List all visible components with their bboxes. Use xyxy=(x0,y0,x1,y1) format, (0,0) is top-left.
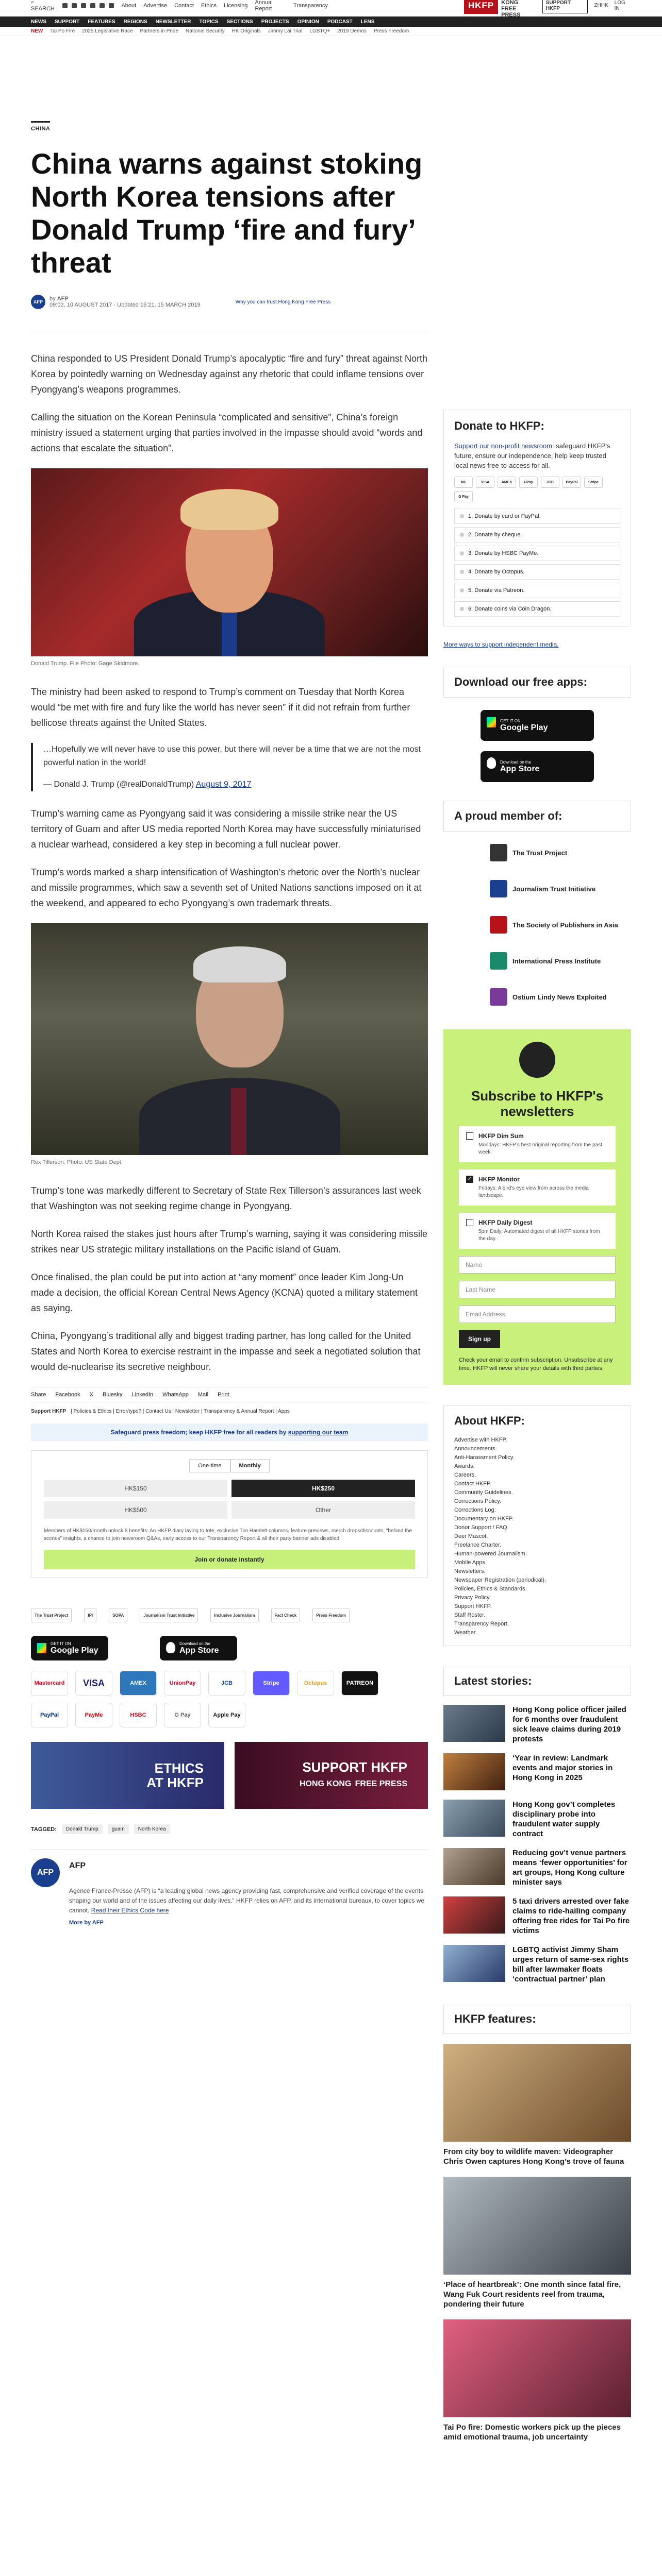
support-links: Support HKFP | Policies & Ethics | Error/typo? | Contact Us | Newsletter | Transparency & Annual Report | Apps xyxy=(31,1409,290,1414)
share-bluesky[interactable]: Bluesky xyxy=(103,1392,123,1398)
newsletter-checkbox[interactable] xyxy=(466,1132,473,1140)
trending-item[interactable]: LGBTQ+ xyxy=(309,28,330,34)
about-link[interactable]: Donor Support / FAQ. xyxy=(454,1524,509,1531)
google-play-icon xyxy=(37,1643,46,1653)
story-item[interactable] xyxy=(443,1800,631,1839)
badge[interactable]: IPI xyxy=(84,1608,96,1622)
error-link[interactable]: Error/typo? xyxy=(115,1409,142,1414)
paragraph: Calling the situation on the Korean Peninsula “complicated and sensitive”, China’s foreign ministry issued a statement urging that parties involved in the impasse should avoid “words and actions that escalate the situation”. xyxy=(31,412,423,453)
amount-options xyxy=(44,1480,415,1519)
author-link[interactable]: AFP xyxy=(57,296,69,302)
mail-icon xyxy=(519,1042,555,1078)
ethics-code-link[interactable]: Read their Ethics Code here xyxy=(91,1907,169,1914)
story-thumbnail[interactable] xyxy=(443,1848,505,1885)
trending-item[interactable]: 2025 Legislative Race xyxy=(82,28,133,34)
story-item[interactable] xyxy=(443,1848,631,1887)
one-time-tab[interactable]: One-time xyxy=(189,1459,230,1472)
membership-note: Members of HK$150/month unlock 6 benefits: An HKFP diary laying to tote, exclusive Tim Hamlett columns, feature previews, merch drops/discounts, “behind the scenes” insights, a chance to join newsroom Q&As, early access to our Transparency Report & all their party banner ads disabled. xyxy=(44,1528,412,1541)
newsletter-option[interactable]: HKFP Daily Digest 5pm Daily: Automated digest of all HKFP stories from the day. xyxy=(459,1213,616,1249)
about-link[interactable]: Announcements. xyxy=(454,1446,497,1452)
amount-option[interactable]: HK$500 xyxy=(44,1501,227,1519)
story-thumbnail[interactable] xyxy=(443,1945,505,1982)
about-link[interactable]: Privacy Policy. xyxy=(454,1595,491,1601)
latest-title: Latest stories: xyxy=(443,1667,631,1696)
frequency-toggle xyxy=(44,1459,415,1472)
nav-support[interactable]: SUPPORT xyxy=(55,19,80,25)
trending-bar xyxy=(0,27,662,36)
search-button[interactable]: ⌕ SEARCH xyxy=(31,0,55,12)
newsletter-title: Subscribe to HKFP's newsletters xyxy=(471,1088,604,1119)
trending-item[interactable]: National Security xyxy=(186,28,225,34)
trump-photo xyxy=(31,468,428,656)
mastercard-icon: Mastercard xyxy=(31,1671,68,1696)
about-link[interactable]: Corrections Policy. xyxy=(454,1498,501,1504)
story-title[interactable]: LGBTQ activist Jimmy Sham urges return of same-sex rights bill after lawmaker floats ‘contractual partner’ plan xyxy=(512,1945,629,1984)
newsletter-option[interactable]: HKFP Dim Sum Mondays: HKFP’s best original reporting from the past week. xyxy=(459,1126,616,1162)
donate-option[interactable]: 3. Donate by HSBC PayMe. xyxy=(454,546,620,561)
tillerson-photo xyxy=(31,923,428,1155)
top-right xyxy=(542,0,631,13)
nonprofit-link[interactable]: Support our non-profit newsroom xyxy=(454,442,553,450)
trending-item[interactable]: Partners in Pride xyxy=(140,28,179,34)
logo-text: KONG FREE PRESS xyxy=(501,0,521,18)
paragraph: North Korea raised the stakes just hours after Trump’s warning, saying it was considering missile strikes near US strategic military installations on the Pacific island of Guam. xyxy=(31,1229,428,1255)
unionpay-icon: UnionPay xyxy=(164,1671,201,1696)
share-bar xyxy=(31,1387,428,1402)
nav-lens[interactable]: LENS xyxy=(360,19,375,25)
tweet-text: …Hopefully we will never have to use this power, but there will never be a time that we are not the most powerful nation in the world! xyxy=(43,745,421,767)
telegram-icon[interactable] xyxy=(109,3,114,8)
about-link[interactable]: Mobile Apps. xyxy=(454,1560,487,1566)
badge[interactable]: Press Freedom xyxy=(312,1608,350,1622)
nav-newsletter[interactable]: NEWSLETTER xyxy=(155,19,191,25)
feature-item[interactable] xyxy=(443,2177,631,2309)
card-icon: AMEX xyxy=(498,477,516,488)
donate-option[interactable]: 4. Donate by Octopus. xyxy=(454,564,620,580)
octopus-icon: Octopus xyxy=(297,1671,334,1696)
main-nav xyxy=(0,16,662,27)
top-link-transparency[interactable]: Transparency xyxy=(293,2,328,9)
paragraph: China responded to US President Donald Trump’s apocalyptic “fire and fury” threat against North Korea by pointedly warning on Wednesday against any rhetoric that could inflame tensions over Pyongyang’s weapons programmes. xyxy=(31,353,428,395)
about-link[interactable]: Advertise with HKFP. xyxy=(454,1437,507,1443)
apps-title: Download our free apps: xyxy=(443,667,631,698)
accepted-cards xyxy=(454,477,620,502)
member-logo[interactable]: Ostium Lindy News Exploited xyxy=(490,988,631,1006)
tags-row xyxy=(31,1824,428,1834)
badge[interactable]: Fact Check xyxy=(271,1608,301,1622)
story-thumbnail[interactable] xyxy=(443,1705,505,1742)
paragraph: Trump’s words marked a sharp intensification of Washington’s rhetoric over the North’s nuclear and missile programmes, which saw a seventh set of United Nations sanctions imposed on it at the weekend, and appeared to echo Pyongyang’s own trademark threats. xyxy=(31,867,422,908)
signup-button[interactable]: Sign up xyxy=(459,1330,500,1348)
nav-opinion[interactable]: OPINION xyxy=(297,19,319,25)
ethics-banner[interactable]: ETHICS AT HKFP xyxy=(31,1742,224,1809)
card-icon: Stripe xyxy=(584,477,603,488)
amount-option-selected[interactable]: HK$250 xyxy=(231,1480,415,1497)
tweet-date-link[interactable]: August 9, 2017 xyxy=(195,780,252,789)
amount-option-other[interactable]: Other xyxy=(231,1501,415,1519)
nav-features[interactable]: FEATURES xyxy=(88,19,115,25)
amount-option[interactable]: HK$150 xyxy=(44,1480,227,1497)
join-donate-button[interactable]: Join or donate instantly xyxy=(44,1550,415,1569)
about-link[interactable]: Human-powered Journalism. xyxy=(454,1551,527,1557)
paragraph: Trump’s tone was markedly different to Secretary of State Rex Tillerson’s assurances last week that Washington was not seeking regime change in Pyongyang. xyxy=(31,1185,421,1211)
latest-stories xyxy=(443,1667,631,1984)
apple-icon xyxy=(487,757,496,769)
apple-icon xyxy=(166,1642,175,1653)
story-item[interactable] xyxy=(443,1945,631,1984)
social-icons xyxy=(62,3,114,8)
about-list xyxy=(454,1436,620,1637)
donate-option[interactable]: 2. Donate by cheque. xyxy=(454,527,620,543)
feature-image[interactable] xyxy=(443,2177,631,2275)
language-switch[interactable]: ZHHK xyxy=(594,3,608,8)
trending-item[interactable]: HK Originals xyxy=(231,28,261,34)
publish-date: 09:02, 10 AUGUST 2017 xyxy=(49,302,112,308)
story-title[interactable]: ‘Year in review: Landmark events and major stories in Hong Kong in 2025 xyxy=(512,1754,613,1782)
features-title: HKFP features: xyxy=(443,2005,631,2033)
photo-caption: Rex Tillerson. Photo: US State Dept. xyxy=(31,1159,123,1165)
nav-projects[interactable]: PROJECTS xyxy=(261,19,289,25)
donate-option[interactable]: 1. Donate by card or PayPal. xyxy=(454,509,620,524)
story-thumbnail[interactable] xyxy=(443,1896,505,1934)
google-play-icon xyxy=(487,717,496,727)
share-linkedin[interactable]: LinkedIn xyxy=(131,1392,154,1398)
more-ways-link[interactable]: More ways to support independent media. xyxy=(443,641,559,648)
support-banner[interactable]: SUPPORT HKFP HONG KONG FREE PRESS xyxy=(235,1742,428,1809)
first-name-input[interactable]: Name xyxy=(459,1256,616,1274)
card-icon: VISA xyxy=(476,477,494,488)
feature-item[interactable] xyxy=(443,2044,631,2166)
member-badges xyxy=(31,1608,428,1622)
app-store-buttons xyxy=(31,1636,428,1660)
about-link[interactable]: Deer Mascot. xyxy=(454,1533,488,1539)
updated-date: Updated 15:21, 15 MARCH 2019 xyxy=(117,302,201,308)
badge[interactable]: The Trust Project xyxy=(31,1608,72,1622)
paragraph: China, Pyongyang’s traditional ally and biggest trading partner, has long called for the United States and North Korea to exercise restraint in the impasse and seek a negotiated solution that would de-nuclearise its secretive neighbour. xyxy=(31,1331,421,1372)
feature-title[interactable]: From city boy to wildlife maven: Videographer Chris Owen captures Hong Kong’s trove of fauna xyxy=(443,2147,624,2166)
policies-link[interactable]: Policies & Ethics xyxy=(73,1409,112,1414)
article-category[interactable]: CHINA xyxy=(31,121,50,132)
about-link[interactable]: Contact HKFP. xyxy=(454,1481,491,1487)
last-name-input[interactable]: Last Name xyxy=(459,1281,616,1298)
card-icon: UPay xyxy=(519,477,538,488)
story-title[interactable]: Hong Kong gov’t completes disciplinary probe into fraudulent water supply contract xyxy=(512,1800,616,1838)
about-link[interactable]: Newsletters. xyxy=(454,1568,486,1574)
member-title: A proud member of: xyxy=(443,801,631,832)
trending-item[interactable]: Jimmy Lai Trial xyxy=(268,28,303,34)
top-link-contact[interactable]: Contact xyxy=(174,2,194,9)
nav-sections[interactable]: SECTIONS xyxy=(226,19,253,25)
contact-link[interactable]: Contact Us xyxy=(145,1409,171,1414)
about-link[interactable]: Awards. xyxy=(454,1463,475,1469)
tag[interactable]: guam xyxy=(108,1824,129,1834)
newsletter-link[interactable]: Newsletter xyxy=(175,1409,200,1414)
feature-title[interactable]: ‘Place of heartbreak’: One month since fatal fire, Wang Fuk Court residents reel from trauma, pondering their future xyxy=(443,2280,621,2309)
photo-caption: Donald Trump. File Photo: Gage Skidmore. xyxy=(31,660,140,667)
about-link[interactable]: Freelance Charter. xyxy=(454,1542,502,1548)
donate-title: Donate to HKFP: xyxy=(454,419,544,432)
trending-new-label: NEW xyxy=(31,28,43,34)
trending-item[interactable]: 2019 Demos xyxy=(337,28,367,34)
member-logo[interactable]: The Society of Publishers in Asia xyxy=(490,916,631,934)
patreon-icon: PATREON xyxy=(341,1671,378,1696)
story-thumbnail[interactable] xyxy=(443,1753,505,1790)
stripe-icon: Stripe xyxy=(253,1671,290,1696)
member-logo[interactable]: International Press Institute xyxy=(490,952,631,970)
top-bar xyxy=(0,0,662,18)
about-title: About HKFP: xyxy=(454,1414,525,1427)
about-link[interactable]: Documentary on HKFP. xyxy=(454,1516,514,1522)
nav-podcast[interactable]: PODCAST xyxy=(327,19,353,25)
apps-link[interactable]: Apps xyxy=(278,1409,290,1414)
share-label: Share xyxy=(31,1392,46,1398)
safeguard-banner: Safeguard press freedom; keep HKFP free for all readers by supporting our team xyxy=(31,1423,428,1441)
member-logo[interactable]: The Trust Project xyxy=(490,844,631,861)
donate-option[interactable]: 5. Donate via Patreon. xyxy=(454,583,620,598)
nav-topics[interactable]: TOPICS xyxy=(199,19,219,25)
author-box xyxy=(31,1850,428,1926)
member-logos xyxy=(443,844,631,1006)
feature-image[interactable] xyxy=(443,2044,631,2142)
payme-icon: PayMe xyxy=(75,1703,112,1727)
search-label: SEARCH xyxy=(31,6,55,12)
share-mail[interactable]: Mail xyxy=(197,1392,209,1398)
transparency-link[interactable]: Transparency & Annual Report xyxy=(204,1409,274,1414)
story-title[interactable]: Reducing gov’t venue partners means ‘fewer opportunities’ for art groups, Hong Kong culture minister says xyxy=(512,1849,627,1887)
badge[interactable]: Journalism Trust Initiative xyxy=(140,1608,198,1622)
nav-news[interactable]: NEWS xyxy=(31,19,46,25)
about-link[interactable]: Newspaper Registration (periodical). xyxy=(454,1577,546,1583)
top-link-advertise[interactable]: Advertise xyxy=(143,2,168,9)
story-item[interactable] xyxy=(443,1705,631,1744)
embedded-tweet xyxy=(31,743,428,791)
support-hkfp-link[interactable]: Support HKFP xyxy=(31,1409,67,1414)
newsletter-option[interactable]: ✓ HKFP Monitor Fridays: A bird’s eye view from across the media landscape. xyxy=(459,1170,616,1206)
card-icon: MC xyxy=(454,477,473,488)
tag[interactable]: North Korea xyxy=(134,1824,170,1834)
donate-widget xyxy=(443,410,631,626)
trending-item[interactable]: Press Freedom xyxy=(373,28,409,34)
donate-description: Support our non-profit newsroom: safeguard HKFP’s future, ensure our independence, help keep trusted local news free-to-access for all. xyxy=(454,442,610,469)
author-avatar: AFP xyxy=(31,295,45,309)
story-item[interactable] xyxy=(443,1753,631,1790)
apple-pay-icon: Apple Pay xyxy=(208,1703,245,1727)
paragraph: The ministry had been asked to respond to Trump’s comment on Tuesday that North Korea would “be met with fire and fury like the world has never seen” if it did not refrain from further bellicose threats against the United States. xyxy=(31,687,410,728)
support-hkfp-button[interactable]: SUPPORT HKFP xyxy=(542,0,588,13)
more-by-author-link[interactable]: More by AFP xyxy=(69,1920,104,1926)
article-main xyxy=(31,36,428,2442)
sidebar-app-buttons xyxy=(443,710,631,782)
about-link[interactable]: Policies, Ethics & Standards. xyxy=(454,1586,527,1592)
paragraph: Once finalised, the plan could be put into action at “any moment” once leader Kim Jong-Un made a decision, the official Korean Central News Agency (KCNA) quoted a military statement as saying. xyxy=(31,1272,418,1313)
app-store-button[interactable]: Download on the App Store xyxy=(481,751,594,782)
badge[interactable]: Inclusive Journalism xyxy=(210,1608,258,1622)
feature-item[interactable] xyxy=(443,2319,631,2442)
jcb-icon: JCB xyxy=(208,1671,245,1696)
email-input[interactable]: Email Address xyxy=(459,1306,616,1323)
donation-widget xyxy=(31,1450,428,1578)
amex-icon: AMEX xyxy=(120,1671,157,1696)
badge[interactable]: SOPA xyxy=(109,1608,127,1622)
nav-regions[interactable]: REGIONS xyxy=(123,19,147,25)
feature-title[interactable]: Tai Po fire: Domestic workers pick up the pieces amid emotional trauma, job uncertainty xyxy=(443,2423,621,2442)
threads-icon[interactable] xyxy=(100,3,105,8)
newsletter-signup xyxy=(443,1029,631,1385)
share-print[interactable]: Print xyxy=(218,1392,229,1398)
sidebar xyxy=(443,36,631,2442)
author-name[interactable]: AFP xyxy=(69,1861,86,1870)
visa-icon: VISA xyxy=(75,1671,112,1696)
site-logo[interactable] xyxy=(464,0,535,18)
tweet-author: — Donald J. Trump (@realDonaldTrump) xyxy=(43,780,194,789)
paragraph: Trump’s warning came as Pyongyang said it was considering a missile strike near the US territory of Guam and after US media reported North Korea may have successfully miniaturised a nuclear warhead, considered a key step in becoming a full nuclear power. xyxy=(31,808,421,850)
hkfp-features xyxy=(443,2005,631,2442)
member-logo[interactable]: Journalism Trust Initiative xyxy=(490,880,631,897)
story-thumbnail[interactable] xyxy=(443,1800,505,1837)
author-bio: Agence France-Presse (AFP) is “a leading global news agency providing fast, comprehensive and verified coverage of the events shaping our world and of the issues affecting our daily lives.” HKFP relies on AFP, and its international bureaux, to cover topics we cannot. Read their Ethics Code here xyxy=(69,1887,425,1914)
promo-banners xyxy=(31,1742,428,1809)
logo-mark: HKFP xyxy=(464,0,498,14)
top-link-licensing[interactable]: Licensing xyxy=(223,2,248,9)
story-title[interactable]: Hong Kong police officer jailed for 6 months over fraudulent sick leave claims during 2019 protests xyxy=(512,1705,626,1743)
article-title: China warns against stoking North Korea tensions after Donald Trump ‘fire and fury’ threat xyxy=(31,147,423,279)
google-play-button[interactable]: GET IT ON Google Play xyxy=(31,1636,108,1660)
about-link[interactable]: Support HKFP. xyxy=(454,1603,492,1609)
share-x[interactable]: X xyxy=(89,1392,94,1398)
card-icon: JCB xyxy=(541,477,559,488)
about-link[interactable]: Corrections Log. xyxy=(454,1507,496,1513)
login-link[interactable]: LOG IN xyxy=(614,0,625,11)
newsletter-checkbox-checked[interactable]: ✓ xyxy=(466,1176,473,1183)
story-title[interactable]: 5 taxi drivers arrested over fake claims to ride-hailing company offering free rides for Tai Po fire victims xyxy=(512,1897,630,1935)
x-icon[interactable] xyxy=(72,3,77,8)
story-item[interactable] xyxy=(443,1896,631,1936)
youtube-icon[interactable] xyxy=(90,3,95,8)
top-link-annual-report[interactable]: Annual Report xyxy=(255,0,273,12)
donate-option[interactable]: 6. Donate coins via Coin Dragon. xyxy=(454,601,620,617)
instagram-icon[interactable] xyxy=(81,3,86,8)
card-icon: G Pay xyxy=(454,491,473,502)
about-link[interactable]: Anti-Harassment Policy. xyxy=(454,1454,515,1461)
about-link[interactable]: Transparency Report. xyxy=(454,1621,509,1627)
facebook-icon[interactable] xyxy=(62,3,68,8)
share-whatsapp[interactable]: WhatsApp xyxy=(162,1392,189,1398)
tag[interactable]: Donald Trump xyxy=(62,1824,103,1834)
about-link[interactable]: Community Guidelines. xyxy=(454,1489,513,1496)
newsletter-note: Check your email to confirm subscription. Unsubscribe at any time. HKFP will never share your details with third parties. xyxy=(459,1357,613,1371)
top-link-about[interactable]: About xyxy=(121,2,137,9)
about-link[interactable]: Careers. xyxy=(454,1472,476,1478)
hsbc-icon: HSBC xyxy=(120,1703,157,1727)
top-links xyxy=(31,0,328,12)
about-link[interactable]: Weather. xyxy=(454,1630,477,1636)
supporting-team-link[interactable]: supporting our team xyxy=(288,1429,349,1436)
monthly-tab[interactable]: Monthly xyxy=(230,1459,270,1472)
google-play-button[interactable]: GET IT ON Google Play xyxy=(481,710,594,741)
app-store-button[interactable]: Download on the App Store xyxy=(160,1636,237,1660)
paypal-icon: PayPal xyxy=(31,1703,68,1727)
trending-item[interactable]: Tai Po Fire xyxy=(50,28,75,34)
top-link-ethics[interactable]: Ethics xyxy=(201,2,217,9)
author-avatar[interactable]: AFP xyxy=(31,1858,60,1887)
about-link[interactable]: Staff Roster. xyxy=(454,1612,486,1618)
payment-methods xyxy=(31,1671,392,1727)
card-icon: PayPal xyxy=(562,477,581,488)
trust-link[interactable]: Why you can trust Hong Kong Free Press xyxy=(235,299,331,305)
byline xyxy=(31,295,428,309)
google-pay-icon: G Pay xyxy=(164,1703,201,1727)
feature-image[interactable] xyxy=(443,2319,631,2417)
byline-text: by AFP 09:02, 10 AUGUST 2017 · Updated 15:21, 15 MARCH 2019 xyxy=(49,296,201,308)
about-widget xyxy=(443,1405,631,1646)
newsletter-checkbox[interactable] xyxy=(466,1219,473,1226)
tags-label: TAGGED: xyxy=(31,1826,57,1833)
share-facebook[interactable]: Facebook xyxy=(55,1392,80,1398)
